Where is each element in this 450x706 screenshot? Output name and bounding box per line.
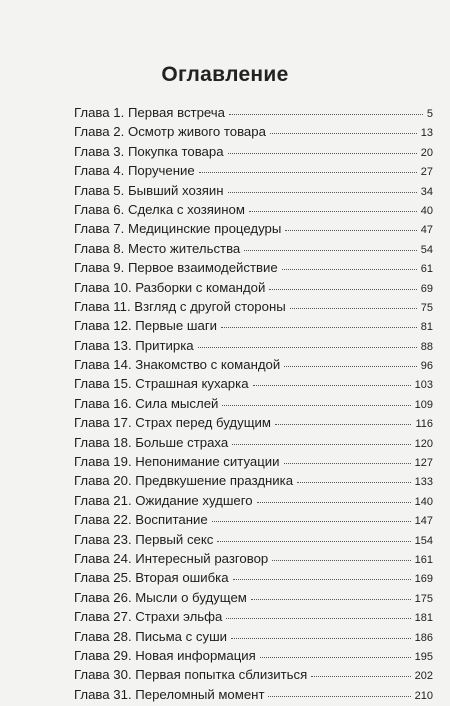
dot-leader (268, 696, 410, 697)
toc-entry-label: Глава 20. Предвкушение праздника (74, 473, 294, 489)
toc-entry-label: Глава 18. Больше страха (74, 434, 229, 450)
table-of-contents (74, 103, 433, 704)
dot-leader (244, 250, 416, 251)
toc-entry-label: Глава 5. Бывший хозяин (74, 182, 224, 198)
toc-entry-label: Глава 26. Мысли о будущем (74, 589, 247, 605)
toc-entry (74, 549, 433, 568)
dot-leader (249, 211, 417, 212)
dot-leader (228, 153, 417, 154)
dot-leader (226, 618, 410, 619)
toc-entry (74, 258, 433, 277)
toc-entry-page-number: 133 (414, 476, 433, 489)
toc-entry (74, 685, 433, 704)
toc-entry-page-number: 175 (414, 592, 433, 605)
toc-entry-label: Глава 12. Первые шаги (74, 318, 218, 334)
toc-entry-page-number: 181 (414, 612, 433, 625)
toc-entry-page-number: 96 (420, 360, 433, 373)
dot-leader (199, 172, 417, 173)
dot-leader (275, 424, 411, 425)
toc-entry-label: Глава 1. Первая встреча (74, 105, 226, 120)
toc-entry (74, 471, 433, 490)
toc-entry-page-number: 34 (420, 185, 433, 198)
toc-entry-label: Глава 10. Разборки с командой (74, 279, 266, 295)
toc-entry-label: Глава 15. Страшная кухарка (74, 376, 249, 392)
toc-entry (74, 607, 433, 626)
toc-entry-label: Глава 22. Воспитание (74, 512, 208, 528)
dot-leader (198, 347, 417, 348)
dot-leader (232, 444, 410, 445)
dot-leader (231, 638, 411, 639)
toc-entry-page-number: 127 (414, 457, 433, 470)
toc-entry-page-number: 202 (414, 670, 433, 683)
dot-leader (222, 405, 410, 406)
toc-entry (74, 181, 433, 200)
page-title: Оглавление (161, 63, 289, 86)
toc-entry-page-number: 109 (414, 398, 433, 411)
toc-entry-label: Глава 14. Знакомство с командой (74, 357, 281, 373)
toc-entry (74, 278, 433, 297)
toc-entry (74, 200, 433, 219)
dot-leader (269, 289, 416, 290)
toc-entry (74, 142, 433, 161)
toc-entry-page-number: 103 (414, 379, 433, 392)
dot-leader (272, 560, 410, 561)
dot-leader (257, 502, 411, 503)
dot-leader (221, 327, 417, 328)
toc-entry (74, 627, 433, 646)
dot-leader (253, 385, 411, 386)
toc-entry-page-number: 116 (415, 418, 433, 431)
toc-entry (74, 491, 433, 510)
toc-entry-page-number: 5 (426, 108, 433, 120)
toc-entry-label: Глава 6. Сделка с хозяином (74, 201, 245, 217)
toc-entry-label: Глава 21. Ожидание худшего (74, 492, 253, 508)
toc-entry-label: Глава 13. Притирка (74, 337, 194, 353)
toc-entry (74, 433, 433, 452)
toc-entry (74, 588, 433, 607)
dot-leader (260, 657, 411, 658)
toc-entry-label: Глава 4. Поручение (74, 163, 195, 179)
dot-leader (233, 579, 411, 580)
toc-entry-page-number: 27 (420, 166, 433, 179)
toc-entry (74, 316, 433, 335)
toc-entry-label: Глава 2. Осмотр живого товара (74, 124, 266, 140)
dot-leader (251, 599, 411, 600)
dot-leader (297, 482, 411, 483)
dot-leader (284, 463, 411, 464)
toc-entry-label: Глава 23. Первый секс (74, 531, 214, 547)
toc-entry-label: Глава 3. Покупка товара (74, 143, 224, 159)
toc-entry (74, 355, 433, 374)
toc-entry-label: Глава 7. Медицинские процедуры (74, 221, 282, 237)
toc-entry-page-number: 13 (420, 127, 433, 140)
dot-leader (311, 676, 410, 677)
dot-leader (228, 192, 417, 193)
toc-entry-page-number: 169 (414, 573, 433, 586)
toc-entry-label: Глава 28. Письма с суши (74, 628, 228, 644)
toc-entry-page-number: 61 (420, 263, 433, 276)
toc-entry (74, 161, 433, 180)
dot-leader (217, 541, 410, 542)
dot-leader (270, 133, 417, 134)
toc-entry (74, 336, 433, 355)
toc-entry (74, 510, 433, 529)
toc-entry-page-number: 20 (420, 146, 433, 159)
toc-entry (74, 394, 433, 413)
toc-entry (74, 568, 433, 587)
dot-leader (285, 230, 416, 231)
dot-leader (212, 521, 411, 522)
toc-entry-page-number: 147 (414, 515, 433, 528)
dot-leader (282, 269, 417, 270)
dot-leader (284, 366, 416, 367)
toc-entry (74, 530, 433, 549)
toc-entry-page-number: 140 (414, 495, 433, 508)
toc-entry (74, 297, 433, 316)
toc-entry (74, 103, 433, 122)
toc-entry-label: Глава 16. Сила мыслей (74, 395, 219, 411)
toc-entry-page-number: 81 (420, 321, 433, 334)
toc-entry (74, 646, 433, 665)
toc-entry-page-number: 88 (420, 340, 433, 353)
toc-entry-page-number: 75 (420, 301, 433, 314)
toc-entry-label: Глава 31. Переломный момент (74, 686, 265, 702)
toc-entry (74, 122, 433, 141)
toc-entry (74, 239, 433, 258)
toc-entry (74, 665, 433, 684)
toc-entry-label: Глава 27. Страхи эльфа (74, 609, 223, 625)
toc-entry-page-number: 195 (414, 650, 433, 663)
toc-entry-page-number: 186 (414, 631, 433, 644)
toc-entry-label: Глава 9. Первое взаимодействие (74, 260, 278, 276)
toc-entry-label: Глава 29. Новая информация (74, 647, 256, 663)
toc-entry (74, 413, 433, 432)
toc-entry-page-number: 154 (414, 534, 433, 547)
toc-entry-label: Глава 8. Место жительства (74, 240, 241, 256)
toc-entry-page-number: 54 (420, 243, 433, 256)
toc-entry (74, 374, 433, 393)
toc-entry-label: Глава 17. Страх перед будущим (74, 415, 271, 431)
toc-entry-page-number: 40 (420, 204, 433, 217)
toc-entry-page-number: 210 (414, 689, 433, 702)
dot-leader (290, 308, 417, 309)
toc-entry (74, 452, 433, 471)
toc-entry-page-number: 120 (414, 437, 433, 450)
toc-entry-label: Глава 30. Первая попытка сблизиться (74, 667, 308, 683)
toc-entry-label: Глава 25. Вторая ошибка (74, 570, 229, 586)
toc-entry-page-number: 47 (420, 224, 433, 237)
toc-entry-label: Глава 11. Взгляд с другой стороны (74, 298, 286, 314)
toc-entry (74, 219, 433, 238)
dot-leader (229, 114, 423, 115)
toc-entry-page-number: 161 (414, 553, 433, 566)
toc-entry-page-number: 69 (420, 282, 433, 295)
toc-entry-label: Глава 24. Интересный разговор (74, 550, 269, 566)
toc-entry-label: Глава 19. Непонимание ситуации (74, 454, 280, 470)
